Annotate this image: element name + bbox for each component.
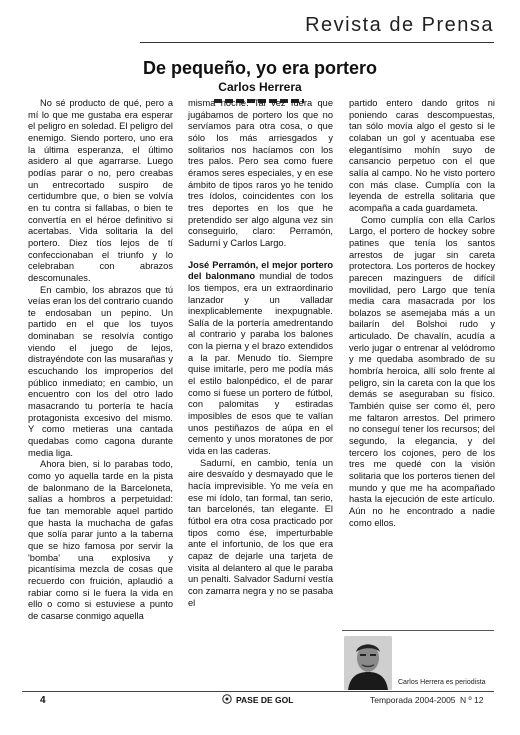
article-column-2 [188, 98, 333, 609]
section-divider [140, 42, 494, 43]
photo-divider [342, 630, 494, 631]
article-author: Carlos Herrera [218, 80, 302, 94]
footer-brand [222, 694, 293, 706]
paragraph: Ahora bien, si lo parabas todo, como yo aquella tarde en la pista de balonmano de la Barceloneta, salías a hombros a perpetuidad: fue tan memorable aquel partido que hasta la muchacha de gafas que solía parar junto a la taberna que se hizo famosa por servir la 'bomba' una explosiva y picantísima mezcla de cosas que recuerdo con fruición, aplaudió a rabiar como si le fuera la vida en ello o como si estuviese a punto de casarse conmigo aquella [28, 459, 173, 621]
paragraph: misma noche. Tal vez fuera que jugábamos de portero los que no servíamos para otra cosa, o que sólo los más arriesgados y solitarios nos hacíamos con los tres palos. Pero sea como fuere éramos seres especiales, y en ese ámbito de tipos raros yo he tenido tres ídolos, coincidentes con los tres deportes en los que he pretendido ser algo alguna vez sin conseguirlo, claro: Perramón, Sadurní y Carlos Largo. [188, 98, 333, 248]
paragraph: Sadurní, en cambio, tenía un aire desvaído y desmayado que le hacía imprevisible. Yo me veía en ese mi ídolo, tan formal, tan serio, tan barcelonés, tan elegante. El fútbol era otra cosa practicado por tipos como ése, imperturbable ante el infortunio, de los que era capaz de dejarle una tarjeta de visita al delantero al que le paraba un penalti. Salvador Sadurní vestía con zamarra negra y no se pasaba el [188, 457, 333, 608]
season-label: Temporada 2004-2005 [370, 695, 456, 705]
paragraph: En cambio, los abrazos que tú veías eran los del contrario cuando te endosaban un pepino. Un partido en el que los tuyos dominaban se resolvía contigo viendo el juego de lejos, distrayéndote con las musarañas y escuchando los improperios del público inmediato; en cambio, un encuentro con los del otro lado masacrando tu portería te hacía protagonista excesivo del mismo. Y como metieras una cantada quedabas como cagona durante media liga. [28, 284, 173, 458]
brand-logo-icon [222, 694, 232, 706]
issue-number: N º 12 [460, 695, 484, 705]
paragraph: Como cumplía con ella Carlos Largo, el portero de hockey sobre patines que tenía los santos arrestos de jugar sin careta protectora. Los porteros de hockey parecen mazinguers de difícil movilidad, pero Largo que tenía media cara masacrada por los bolazos se asemejaba más a un bailarín del Bolshoi rudo y articulado. De chavalín, acudía a verlo jugar o entrenar al velódromo y me quedaba asombrado de su hombría heroica, allí solo frente al peligro, sin la careta con la que los demás se aseguraban su físico. También quise ser como él, pero me faltaron arrestos. Del primero no conseguí tener los recursos; del segundo, la elegancia, y del tercero los cojones, pero de los tres me quedé con la visión solitaria que los porteros tienen del mundo y que me ha acompañado hasta la ejecución de este artículo. Aún no he encontrado a nadie como ellos. [349, 214, 495, 528]
brand-name: PASE DE GOL [236, 695, 294, 705]
footer-divider [22, 691, 494, 692]
photo-caption: Carlos Herrera es periodista [398, 679, 486, 686]
article-headline: De pequeño, yo era portero [142, 58, 378, 78]
article-column-3 [349, 98, 495, 529]
section-title: Revista de Prensa [305, 14, 494, 36]
paragraph-with-subhead [188, 260, 333, 458]
subhead-perramon: José Perramón, el mejor portero del balonmano [188, 259, 333, 282]
article-column-1 [28, 98, 173, 623]
paragraph: partido entero dando gritos ni poniendo caras descompuestas, tan sólo movía algo el gesto si le colaban un gol y acentuaba ese elegantísimo mohín suyo de cansancio perpetuo con el que salía al campo. No he visto portero con más clase. Cumplía con la leyenda de estrella solitaria que acompaña a cada guardameta. [349, 98, 495, 213]
page-number: 4 [40, 695, 46, 706]
paragraph-text: mundial de todos los tiempos, era un extraordinario lanzador y un valladar inexplicablemente inexpugnable. Salía de la portería amedrentando al contrario y paraba los balones con la pierna y el brazo extendidos a la par. Menudo tío. Siempre quise imitarle, pero me podía más el estilo balonpédico, el de parar como si fuese un portero de fútbol, con palomitas y estiradas imposibles de esos que te valían unos pestiñazos de aúpa en el cemento y unos moratones de por vida en las caderas. [188, 271, 333, 457]
paragraph: No sé producto de qué, pero a mí lo que me gustaba era esperar el peligro en soledad. El peligro del enemigo. Siendo portero, uno era la última esperanza, el último asidero al que agarrarse. Luego podías parar o no, pero creabas un entrecortado suspiro de certidumbre que, o bien se volvía en tu contra si fallabas, o bien te convertía en el héroe definitivo si acertabas. Vida solitaria la del portero. Diez tíos lejos de tí confeccionaban el triunfo y lo celebraban con abrazos descomunales. [28, 98, 173, 283]
author-photo [344, 636, 392, 690]
